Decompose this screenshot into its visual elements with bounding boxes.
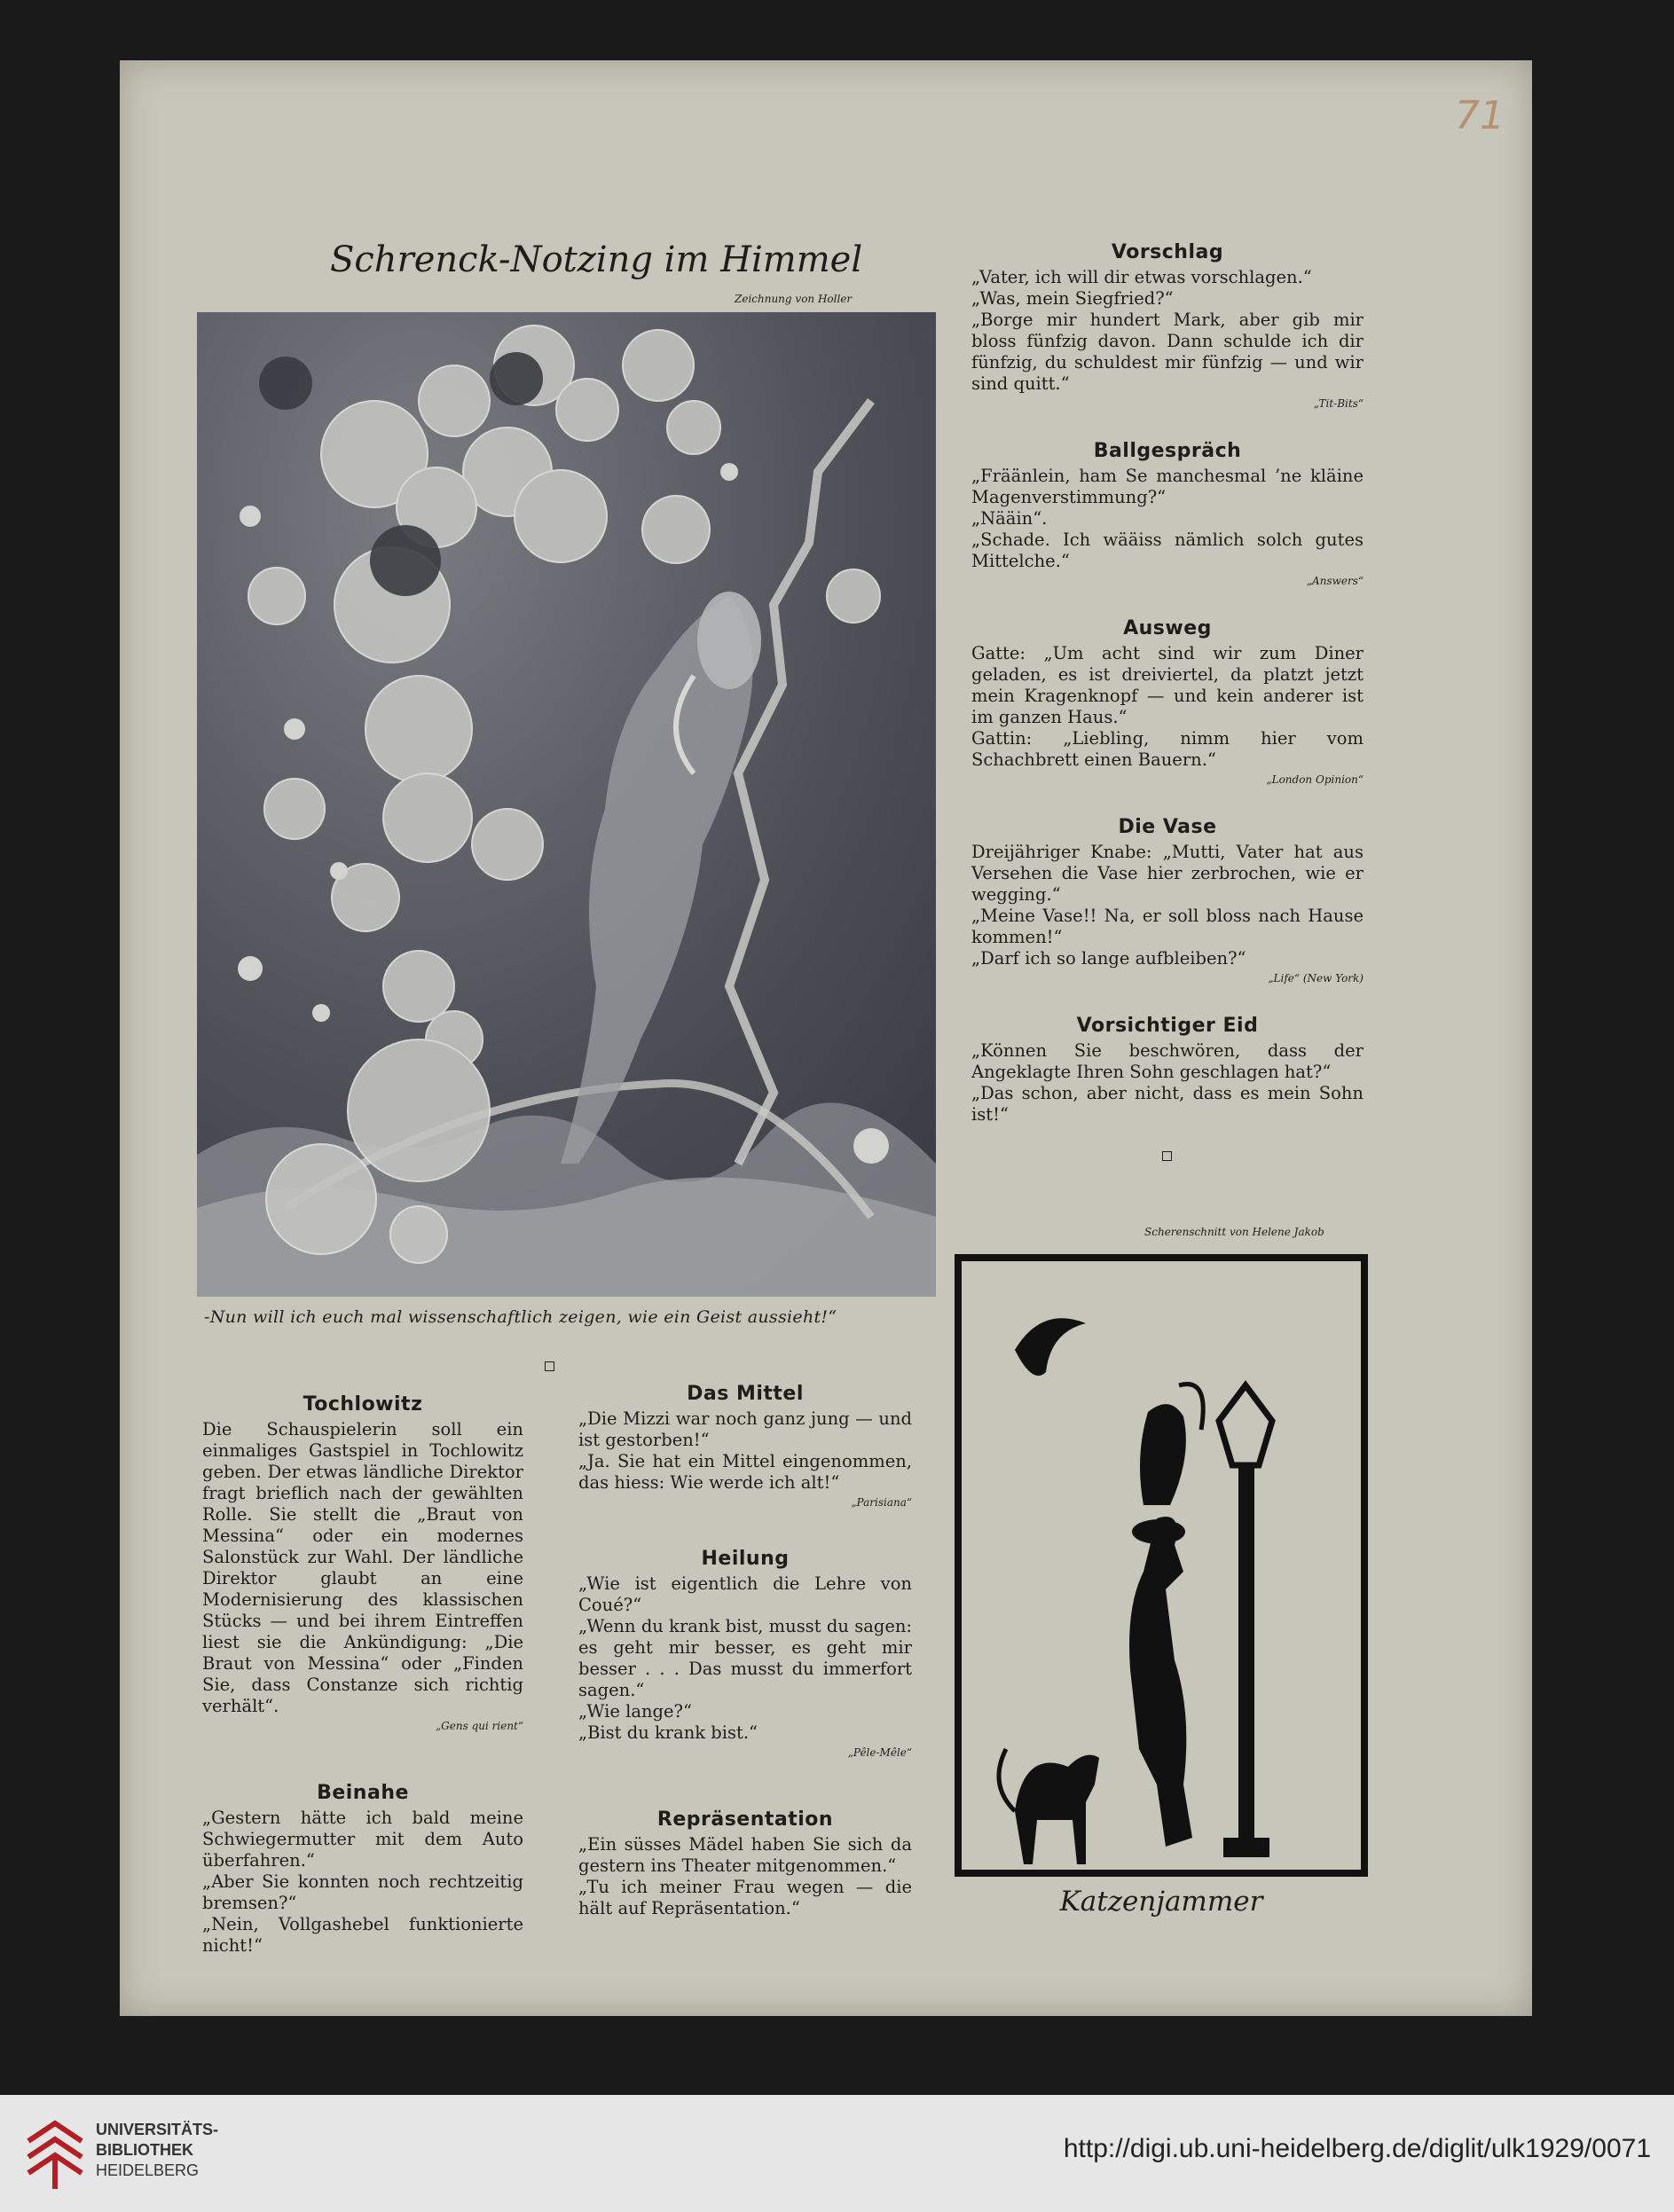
article-title: Repräsentation	[656, 1808, 834, 1831]
article-ausweg	[971, 618, 1364, 790]
article-title: Vorschlag	[1111, 241, 1224, 263]
article-paragraph: „Ja. Sie hat ein Mittel eingenommen, das hiess: Wie werde ich alt!“	[578, 1451, 912, 1493]
article-paragraph: „Die Mizzi war noch ganz jung — und ist gestorben!“	[578, 1408, 912, 1450]
article-paragraph: Dreijähriger Knabe: „Mutti, Vater hat aus Versehen die Vase hier zerbrochen, wie er wegging.“	[971, 842, 1364, 905]
article-paragraph: Die Schauspielerin soll ein einmaliges Gastspiel in Tochlowitz geben. Der etwas ländliche Direktor fragt brieflich nach der gewählten Rolle. Sie stellt die „Braut von Messina“ oder ein modernes Salonstück zur Wahl. Der ländliche Direktor glaubt an eine Modernisierung des klassischen Stücks — und bei ihrem Eintreffen liest sie die Ankündigung: „Die Braut von Messina“ oder „Finden Sie, dass Constanze sich richtig verhält“.	[202, 1419, 523, 1716]
article-paragraph: „Das schon, aber nicht, dass es mein Sohn ist!“	[971, 1083, 1364, 1125]
article-title: Ausweg	[1123, 617, 1212, 639]
article-paragraph: „Können Sie beschwören, dass der Angeklagte Ihren Sohn geschlagen hat?“	[971, 1040, 1364, 1082]
article-paragraph: Gattin: „Liebling, nimm hier vom Schachbrett einen Bauern.“	[971, 728, 1364, 770]
article-paragraph: „Wenn du krank bist, musst du sagen: es geht mir besser, es geht mir besser . . . Das musst du immerfort sagen.“	[578, 1616, 912, 1700]
article-paragraph: „Wie ist eigentlich die Lehre von Coué?“	[578, 1573, 912, 1615]
illustration-title: Schrenck-Notzing im Himmel	[330, 239, 863, 280]
silhouette-caption: Katzenjammer	[1059, 1886, 1263, 1918]
article-paragraph: „Vater, ich will dir etwas vorschlagen.“	[971, 267, 1312, 287]
article-source: „Parisiana“	[851, 1496, 912, 1509]
article-paragraph: „Nääin“.	[971, 508, 1048, 529]
illustration-schrenck-notzing	[197, 312, 936, 1297]
article-paragraph: „Aber Sie konnten noch rechtzeitig bremsen?“	[202, 1871, 523, 1913]
article-title: Heilung	[701, 1548, 790, 1570]
article-source: „Pêle-Mêle“	[847, 1746, 912, 1759]
middle-column	[578, 1384, 912, 1946]
article-paragraph: „Nein, Vollgashebel funktionierte nicht!“	[202, 1914, 523, 1956]
logo-line: UNIVERSITÄTS-	[96, 2121, 219, 2138]
article-source: „Life“ (New York)	[1268, 972, 1364, 984]
article-beinahe	[202, 1783, 523, 1957]
separator-square	[1162, 1151, 1172, 1161]
illustration-caption: -Nun will ich euch mal wissenschaftlich zeigen, wie ein Geist aussieht!“	[204, 1307, 837, 1327]
library-logo-text	[96, 2120, 218, 2181]
article-title: Die Vase	[1118, 816, 1217, 838]
article-paragraph: „Meine Vase!! Na, er soll bloss nach Hause kommen!“	[971, 906, 1364, 947]
silhouette-katzenjammer	[953, 1252, 1370, 1879]
article-ballgespraech	[971, 441, 1364, 592]
page-url-link[interactable]: http://digi.ub.uni-heidelberg.de/diglit/ulk1929/0071	[1063, 2134, 1651, 2163]
article-paragraph: „Ein süsses Mädel haben Sie sich da gestern ins Theater mitgenommen.“	[578, 1834, 912, 1876]
article-title: Das Mittel	[687, 1383, 804, 1405]
article-title: Vorsichtiger Eid	[1076, 1015, 1259, 1037]
article-paragraph: „Darf ich so lange aufbleiben?“	[971, 948, 1246, 969]
logo-line: HEIDELBERG	[96, 2161, 200, 2179]
article-paragraph: „Wie lange?“	[578, 1701, 692, 1722]
right-column	[971, 242, 1364, 1152]
article-paragraph: „Was, mein Siegfried?“	[971, 288, 1174, 309]
article-source: „Gens qui rient“	[435, 1720, 523, 1732]
article-title: Beinahe	[317, 1782, 409, 1804]
silhouette-credit: Scherenschnitt von Helene Jakob	[1144, 1226, 1324, 1238]
article-das-mittel	[578, 1384, 912, 1513]
article-paragraph: „Gestern hätte ich bald meine Schwiegermutter mit dem Auto überfahren.“	[202, 1808, 523, 1871]
article-title: Ballgespräch	[1093, 440, 1242, 462]
article-vorsichtiger-eid	[971, 1016, 1364, 1126]
left-column	[202, 1394, 523, 1983]
separator-square	[545, 1361, 554, 1371]
article-source: „Answers“	[1306, 575, 1364, 587]
library-logo-icon	[20, 2114, 90, 2191]
article-title: Tochlowitz	[303, 1393, 423, 1416]
article-paragraph: „Borge mir hundert Mark, aber gib mir bloss fünfzig davon. Dann schulde ich dir fünfzig, du schuldest mir fünfzig — und wir sind quitt.“	[971, 310, 1364, 394]
article-paragraph: „Schade. Ich wääiss nämlich solch gutes Mittelche.“	[971, 529, 1364, 571]
article-tochlowitz	[202, 1394, 523, 1737]
article-source: „London Opinion“	[1266, 773, 1364, 786]
article-paragraph: „Bist du krank bist.“	[578, 1722, 758, 1743]
article-source: „Tit-Bits“	[1313, 397, 1364, 410]
article-vorschlag	[971, 242, 1364, 414]
article-heilung	[578, 1549, 912, 1763]
article-paragraph: „Tu ich meiner Frau wegen — die hält auf Repräsentation.“	[578, 1877, 912, 1918]
illustration-credit: Zeichnung von Holler	[735, 293, 853, 305]
page-number-mark: 71	[1455, 93, 1505, 138]
article-paragraph: Gatte: „Um acht sind wir zum Diner geladen, es ist dreiviertel, da platzt jetzt mein Kragenknopf — und kein anderer ist im ganzen Haus.“	[971, 643, 1364, 727]
article-repraesentation	[578, 1809, 912, 1919]
footer-bar	[0, 2095, 1674, 2212]
article-paragraph: „Fräänlein, ham Se manchesmal ’ne kläine Magenverstimmung?“	[971, 466, 1364, 507]
article-die-vase	[971, 817, 1364, 989]
logo-line: BIBLIOTHEK	[96, 2141, 193, 2159]
